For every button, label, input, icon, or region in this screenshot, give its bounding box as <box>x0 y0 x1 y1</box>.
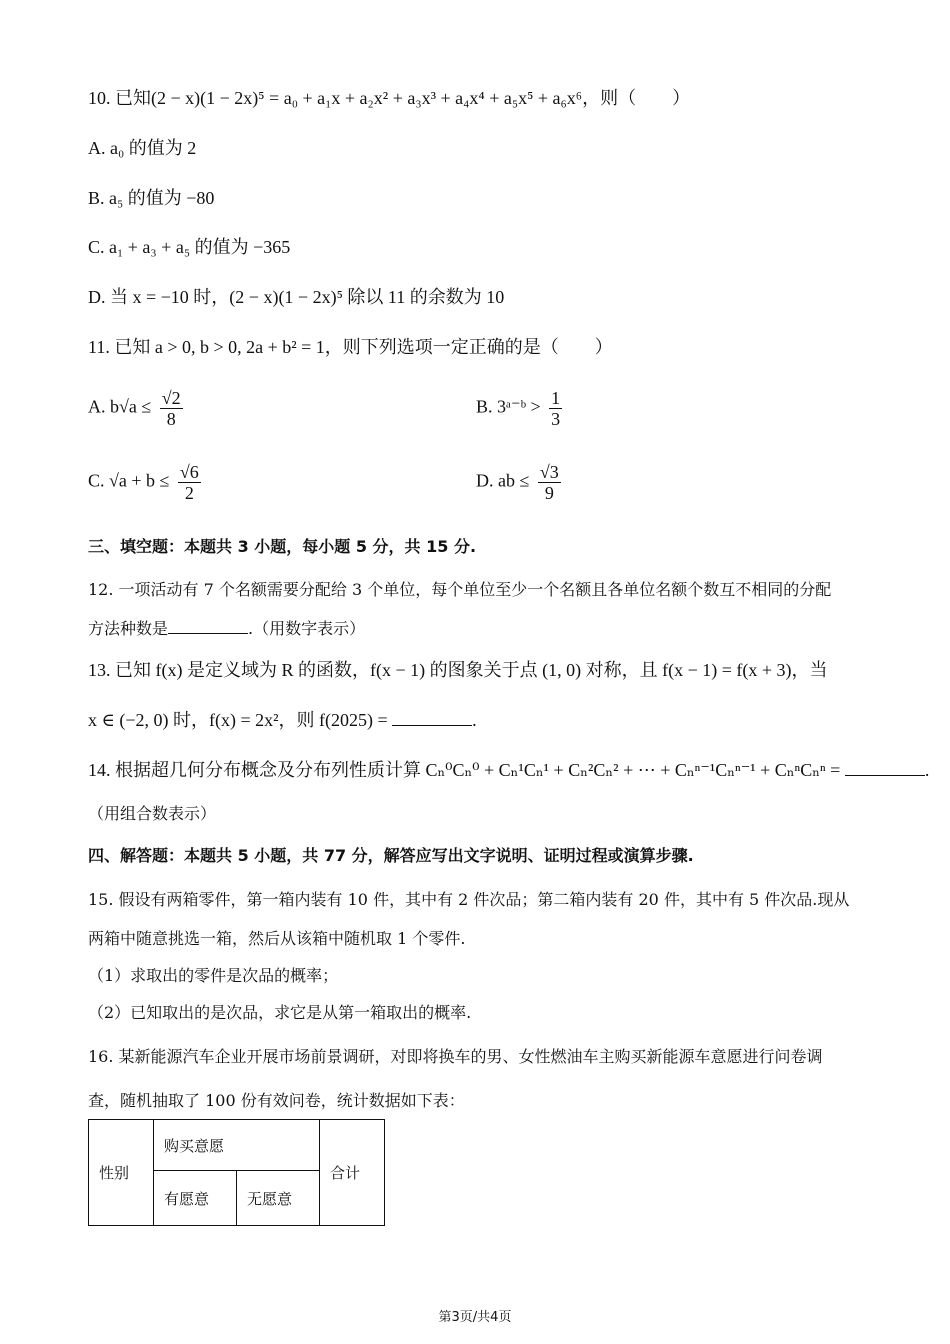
q16-line1: 16. 某新能源汽车企业开展市场前景调研，对即将换车的男、女性燃油车主购买新能源车意愿进行问卷调 <box>88 1047 823 1066</box>
q15-part1: （1）求取出的零件是次品的概率； <box>88 966 339 985</box>
q11-d-den: 9 <box>544 483 554 503</box>
q11-option-b <box>476 388 562 429</box>
section4-heading: 四、解答题：本题共 5 小题，共 77 分，解答应写出文字说明、证明过程或演算步骤. <box>88 846 694 865</box>
q13-line1: 13. 已知 f(x) 是定义域为 R 的函数，f(x − 1) 的图象关于点 (1, 0) 对称，且 f(x − 1) = f(x + 3)，当 <box>88 660 828 680</box>
q15-part2: （2）已知取出的是次品，求它是从第一箱取出的概率. <box>88 1003 472 1022</box>
q11-c-den: 2 <box>184 483 194 503</box>
q13-answer-blank[interactable] <box>392 709 472 726</box>
q11-b-label: B. <box>476 396 493 417</box>
q12-answer-blank[interactable] <box>168 617 248 634</box>
q10-suffix: ，则（ ） <box>582 88 691 108</box>
section3-heading: 三、填空题：本题共 3 小题，每小题 5 分，共 15 分. <box>88 537 477 556</box>
table-header-yes: 有愿意 <box>154 1171 237 1226</box>
q11-c-label: C. <box>88 470 105 491</box>
q14-answer-blank[interactable] <box>845 759 925 776</box>
q11-a-den: 8 <box>166 409 176 429</box>
q11-a-num: √2 <box>161 388 181 408</box>
q11-b-den: 3 <box>551 409 561 429</box>
q15-line2: 两箱中随意挑选一箱，然后从该箱中随机取 1 个零件. <box>88 929 466 948</box>
q14-line1 <box>88 759 929 780</box>
q14-prefix: 14. 根据超几何分布概念及分布列性质计算 Cₙ⁰Cₙ⁰ + Cₙ¹Cₙ¹ + Cₙ²Cₙ² + ⋯ + Cₙⁿ⁻¹Cₙⁿ⁻¹ + CₙⁿCₙⁿ = <box>88 760 841 780</box>
q10-option-a: A. a₀ 的值为 2 <box>88 138 197 158</box>
q11-b-expr: 3ᵃ⁻ᵇ > <box>497 396 541 417</box>
table-header-total: 合计 <box>320 1120 385 1226</box>
q11-option-a <box>88 388 183 429</box>
q11-option-c <box>88 462 201 503</box>
page-footer: 第3页/共4页 <box>438 1310 512 1325</box>
q11-a-label: A. <box>88 396 106 417</box>
q11-option-d <box>476 462 561 503</box>
q14-line2: （用组合数表示） <box>88 804 217 823</box>
q11-d-label: D. <box>476 470 494 491</box>
q11-stem: 11. 已知 a > 0, b > 0, 2a + b² = 1，则下列选项一定正确的是（ ） <box>88 337 613 357</box>
q14-suffix: . <box>924 760 930 780</box>
survey-table <box>88 1119 385 1226</box>
q11-d-expr: ab ≤ <box>498 470 530 491</box>
q12-prefix: 方法种数是 <box>88 619 169 638</box>
q11-b-num: 1 <box>551 388 561 408</box>
q11-d-num: √3 <box>539 462 559 482</box>
q11-c-fraction <box>178 462 201 503</box>
q11-a-expr: b√a ≤ <box>110 396 152 417</box>
q13-suffix: . <box>472 710 477 730</box>
q11-c-expr: √a + b ≤ <box>109 470 170 491</box>
q11-c-num: √6 <box>179 462 199 482</box>
q10-equation: (2 − x)(1 − 2x)⁵ = a₀ + a₁x + a₂x² + a₃x³ + a₄x⁴ + a₅x⁵ + a₆x⁶ <box>151 88 583 108</box>
q10-prefix: 10. 已知 <box>88 88 151 108</box>
q12-suffix: .（用数字表示） <box>248 619 366 638</box>
q13-prefix: x ∈ (−2, 0) 时，f(x) = 2x²，则 f(2025) = <box>88 710 388 730</box>
table-header-gender: 性别 <box>89 1120 154 1226</box>
q15-line1: 15. 假设有两箱零件，第一箱内装有 10 件，其中有 2 件次品；第二箱内装有 20 件，其中有 5 件次品.现从 <box>88 890 850 909</box>
q11-a-fraction <box>160 388 183 429</box>
q11-b-fraction <box>549 388 562 429</box>
q10-option-d: D. 当 x = −10 时，(2 − x)(1 − 2x)⁵ 除以 11 的余数为 10 <box>88 287 505 307</box>
q10-option-b: B. a₅ 的值为 −80 <box>88 188 215 208</box>
q10-stem <box>88 88 690 108</box>
q12-line1: 12. 一项活动有 7 个名额需要分配给 3 个单位，每个单位至少一个名额且各单位名额个数互不相同的分配 <box>88 580 832 599</box>
q12-line2 <box>88 617 365 639</box>
q10-option-c: C. a₁ + a₃ + a₅ 的值为 −365 <box>88 237 291 257</box>
q11-d-fraction <box>538 462 561 503</box>
table-header-intent: 购买意愿 <box>154 1120 320 1171</box>
q13-line2 <box>88 709 477 730</box>
table-header-no: 无愿意 <box>237 1171 320 1226</box>
q16-line2: 查，随机抽取了 100 份有效问卷，统计数据如下表： <box>88 1091 465 1110</box>
